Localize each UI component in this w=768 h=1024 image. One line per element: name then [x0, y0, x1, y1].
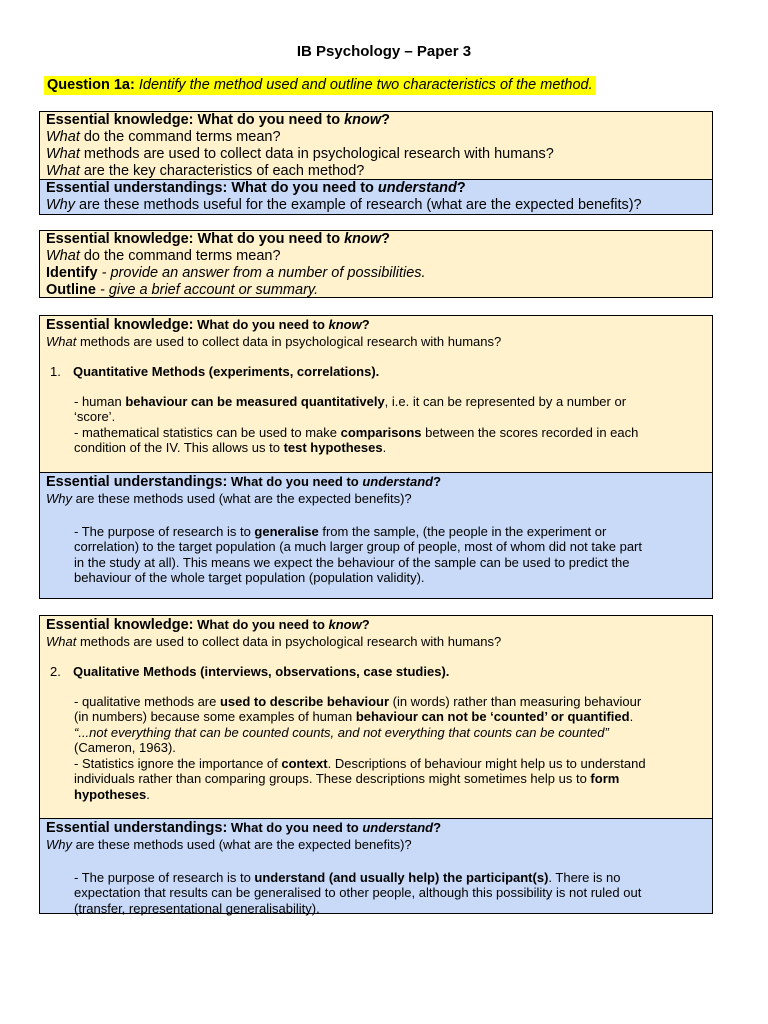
- knowledge-line: What do the command terms mean?: [46, 248, 281, 264]
- list-item-qualitative: 2. Qualitative Methods (interviews, observations, case studies).: [50, 663, 450, 679]
- question-banner: [44, 76, 596, 95]
- quote: “...not everything that can be counted counts, and not everything that counts can be counted”: [74, 724, 609, 740]
- understanding-section: [40, 818, 712, 916]
- knowledge-heading: Essential knowledge: What do you need to know?: [46, 112, 391, 128]
- term-outline: Outline - give a brief account or summary.: [46, 282, 319, 298]
- term-identify: Identify - provide an answer from a number of possibilities.: [46, 265, 426, 281]
- understanding-heading: Essential understandings: What do you need to understand?: [46, 474, 442, 490]
- list-item-quantitative: 1. Quantitative Methods (experiments, correlations).: [50, 363, 380, 379]
- question-label: Question 1a:: [47, 77, 135, 93]
- question-text: Identify the method used and outline two characteristics of the method.: [138, 77, 593, 93]
- knowledge-intro: What methods are used to collect data in psychological research with humans?: [46, 334, 502, 349]
- knowledge-line: What are the key characteristics of each method?: [46, 163, 365, 179]
- paragraph-generalise: - The purpose of research is to generalise from the sample, (the people in the experiment or correlation) to the target population (a much larger group of people, most of whom did not take part in the study at all). This means we expect the behaviour of the sample can be used to predict the behaviour of the whole target population (population validity).: [74, 523, 642, 585]
- understanding-heading: Essential understandings: What do you need to understand?: [46, 180, 466, 196]
- understanding-intro: Why are these methods used (what are the expected benefits)?: [46, 837, 412, 852]
- box-overview: [39, 111, 713, 215]
- paragraph-measured: - human behaviour can be measured quantitatively, i.e. it can be represented by a number or ‘score’. - mathematical statistics can be used to make comparisons between the scores recorded in each condition of the IV. This allows us to test hypotheses.: [74, 393, 639, 455]
- understanding-line: Why are these methods useful for the example of research (what are the expected benefits)?: [46, 197, 642, 213]
- knowledge-intro: What methods are used to collect data in psychological research with humans?: [46, 634, 502, 649]
- knowledge-section: [40, 231, 712, 297]
- knowledge-section: [40, 616, 712, 818]
- knowledge-heading: Essential knowledge: What do you need to know?: [46, 317, 370, 333]
- box-quantitative: [39, 315, 713, 599]
- knowledge-line: What methods are used to collect data in psychological research with humans?: [46, 146, 554, 162]
- understanding-heading: Essential understandings: What do you need to understand?: [46, 820, 442, 836]
- understanding-section: [40, 179, 712, 214]
- knowledge-section: [40, 316, 712, 472]
- paragraph-understand: - The purpose of research is to understand (and usually help) the participant(s). There is no expectation that results can be generalised to other people, although this possibility is not ruled out (transfer, representational generalisability).: [74, 869, 642, 916]
- knowledge-section: [40, 112, 712, 179]
- box-qualitative: [39, 615, 713, 914]
- box-command-terms: [39, 230, 713, 298]
- knowledge-line: What do the command terms mean?: [46, 129, 281, 145]
- paragraph-describe: - qualitative methods are used to describe behaviour (in words) rather than measuring behaviour (in numbers) because some examples of human behaviour can not be ‘counted’ or quantified. “...not everything that can be counted counts, and not everything that counts can be counted” (Cameron, 1963). - Statistics ignore the importance of context. Descriptions of behaviour might help us to understand individuals rather than comparing groups. These descriptions might sometimes help us to form hypotheses.: [74, 693, 646, 802]
- understanding-intro: Why are these methods used (what are the expected benefits)?: [46, 491, 412, 506]
- knowledge-heading: Essential knowledge: What do you need to know?: [46, 231, 391, 247]
- page-title: IB Psychology – Paper 3: [296, 43, 472, 60]
- knowledge-heading: Essential knowledge: What do you need to know?: [46, 617, 370, 633]
- understanding-section: [40, 472, 712, 598]
